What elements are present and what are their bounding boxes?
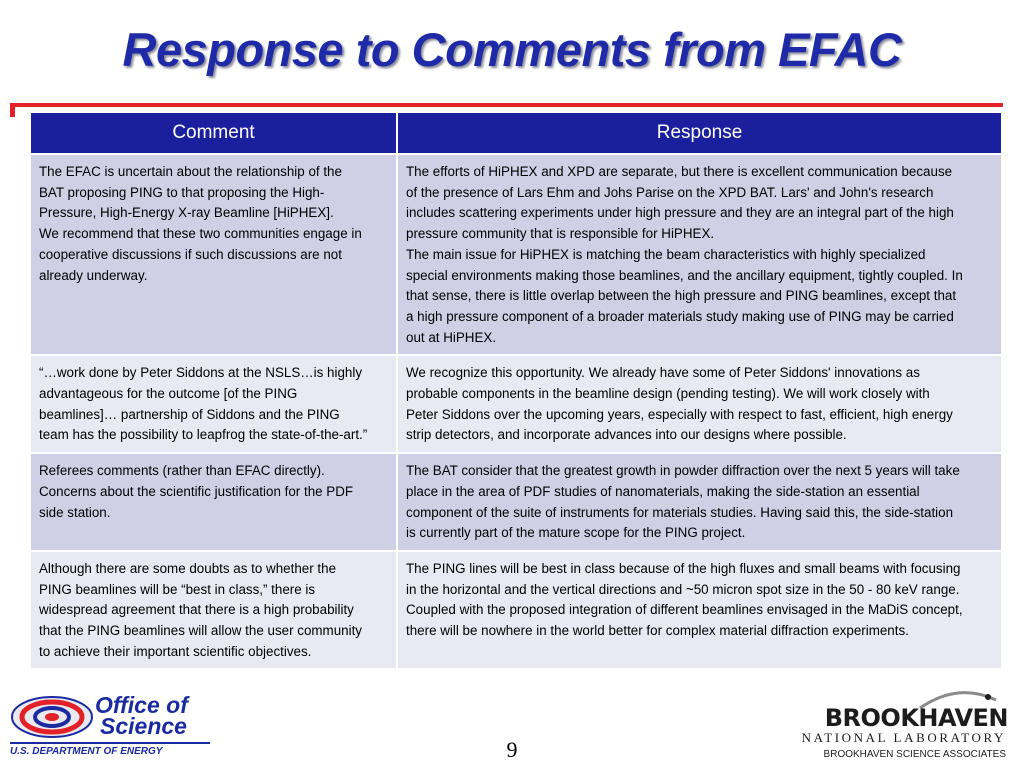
column-header-comment: Comment [30, 112, 397, 154]
comment-text-line: beamlines]… partnership of Siddons and the PING [39, 406, 340, 422]
response-text-line: of the presence of Lars Ehm and Johs Parise on the XPD BAT. Lars' and John's research [406, 184, 934, 200]
comment-text-line: side station. [39, 504, 111, 520]
doe-logo-line2: Science [100, 713, 187, 739]
response-text-line: The BAT consider that the greatest growth in powder diffraction over the next 5 years will take [406, 463, 960, 479]
table-header-row [30, 112, 1002, 154]
comment-text-line: cooperative discussions if such discussions are not [39, 246, 342, 262]
comment-text-line: advantageous for the outcome [of the PING [39, 386, 298, 402]
response-text-line: Peter Siddons over the upcoming years, especially with respect to fast, efficient, high energy [406, 406, 953, 422]
comment-text-line: Although there are some doubts as to whether the [39, 560, 337, 576]
comment-cell [30, 453, 397, 551]
response-text-line: a high pressure component of a broader materials study making use of PING may be carried [406, 308, 954, 324]
column-header-response: Response [397, 112, 1002, 154]
title-divider [10, 103, 1003, 107]
response-text-line: pressure community that is responsible for HiPHEX. [406, 226, 715, 242]
comment-text-line: widespread agreement that there is a high probability [39, 602, 354, 618]
response-text-line: special environments making those beamlines, and the ancillary equipment, tightly coupled. In [406, 267, 963, 283]
comment-cell [30, 355, 397, 453]
table-row [30, 453, 1002, 551]
response-text-line: We recognize this opportunity. We already have some of Peter Siddons' innovations as [406, 365, 920, 381]
bnl-logo-name: BROOKHAVEN [824, 704, 1008, 732]
comment-text-line: We recommend that these two communities engage in [39, 226, 362, 242]
comment-text-line: PING beamlines will be “best in class,” there is [39, 581, 316, 597]
response-cell [397, 154, 1002, 355]
comment-cell [30, 551, 397, 670]
response-text-line: probable components in the beamline design (pending testing). We will work closely with [406, 386, 930, 402]
response-text-line: that sense, there is little overlap between the high pressure and PING beamlines, except that [406, 288, 957, 304]
response-text-line: out at HiPHEX. [406, 329, 497, 345]
response-text-line: is currently part of the mature scope for the PING project. [406, 525, 746, 541]
comment-text-line: that the PING beamlines will allow the user community [39, 623, 362, 639]
response-text-line: component of the suite of instruments for materials studies. Having said this, the side-station [406, 504, 954, 520]
response-text-line: includes scattering experiments under high pressure and they are an integral part of the high [406, 205, 954, 221]
comment-text-line: Pressure, High-Energy X-ray Beamline [HiPHEX]. [39, 205, 334, 221]
response-text-line: The main issue for HiPHEX is matching the beam characteristics with highly specialized [406, 246, 926, 262]
slide-title: Response to Comments from EFAC [122, 23, 902, 76]
table-row [30, 355, 1002, 453]
comment-text-line: Referees comments (rather than EFAC directly). [39, 463, 325, 479]
comment-text-line: to achieve their important scientific objectives. [39, 643, 312, 659]
response-cell [397, 355, 1002, 453]
response-text-line: there will be nowhere in the world better for complex material diffraction experiments. [406, 623, 909, 639]
table-row [30, 154, 1002, 355]
response-cell [397, 551, 1002, 670]
doe-emblem-icon [10, 694, 94, 740]
response-text-line: strip detectors, and incorporate advances into our designs where possible. [406, 427, 847, 443]
bnl-logo-associates: BROOKHAVEN SCIENCE ASSOCIATES [823, 749, 1006, 760]
response-cell [397, 453, 1002, 551]
response-text-line: The PING lines will be best in class because of the high fluxes and small beams with focusing [406, 560, 961, 576]
comment-text-line: Concerns about the scientific justification for the PDF [39, 483, 354, 499]
response-text-line: place in the area of PDF studies of nanomaterials, making the side-station an essential [406, 483, 920, 499]
comment-text-line: “…work done by Peter Siddons at the NSLS…is highly [39, 365, 363, 381]
response-text-line: The efforts of HiPHEX and XPD are separate, but there is excellent communication because [406, 164, 953, 179]
response-text-line: in the horizontal and the vertical directions and ~50 micron spot size in the 50 - 80 keV range. [406, 581, 960, 597]
comment-text-line: BAT proposing PING to that proposing the High- [39, 184, 325, 200]
comment-text-line: team has the possibility to leapfrog the state-of-the-art.” [39, 427, 368, 443]
comment-cell [30, 154, 397, 355]
bnl-logo-subtitle: NATIONAL LABORATORY [801, 730, 1006, 745]
table-row [30, 551, 1002, 670]
brookhaven-logo [801, 688, 1008, 764]
comments-table [29, 111, 1003, 670]
comment-text-line: already underway. [39, 267, 148, 283]
response-text-line: Coupled with the proposed integration of different beamlines envisaged in the MaDiS concept, [406, 602, 963, 618]
doe-logo-line1: Office of [95, 692, 188, 718]
comment-text-line: The EFAC is uncertain about the relationship of the [39, 164, 342, 179]
doe-logo-subtitle: U.S. DEPARTMENT OF ENERGY [10, 746, 163, 757]
page-number: 9 [506, 737, 518, 762]
